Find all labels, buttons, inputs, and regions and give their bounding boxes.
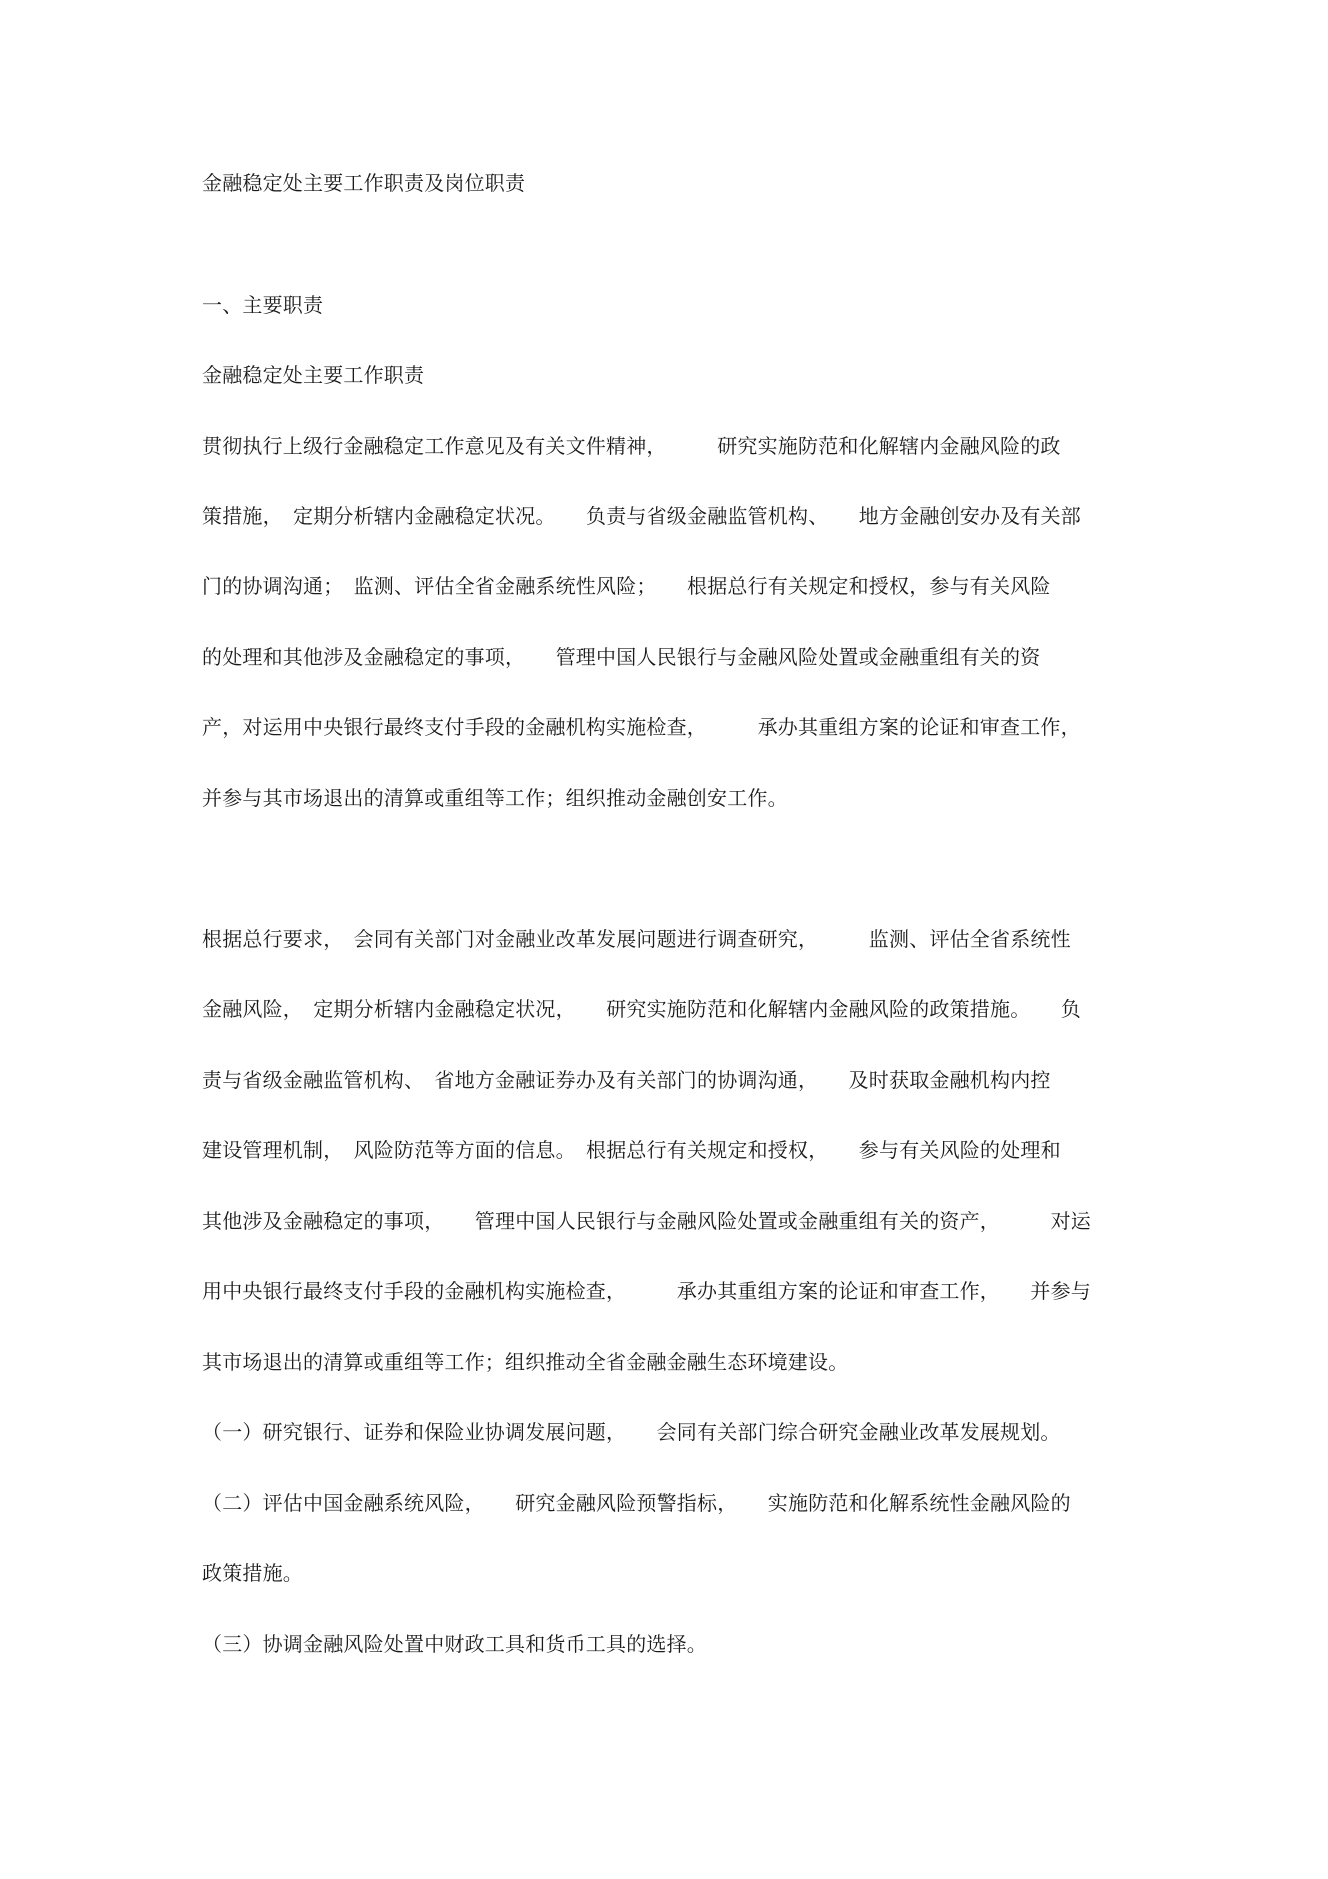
paragraph1-line-1: 贯彻执行上级行金融稳定工作意见及有关文件精神， 研究实施防范和化解辖内金融风险的政 — [202, 434, 1061, 458]
paragraph2-line-7: 其市场退出的清算或重组等工作；组织推动全省金融金融生态环境建设。 — [202, 1350, 849, 1374]
item-3: （三）协调金融风险处置中财政工具和货币工具的选择。 — [202, 1632, 707, 1656]
paragraph2-line-2: 金融风险， 定期分析辖内金融稳定状况， 研究实施防范和化解辖内金融风险的政策措施。 负 — [202, 997, 1081, 1021]
section-heading: 一、主要职责 — [202, 293, 324, 317]
paragraph1-line-2: 策措施， 定期分析辖内金融稳定状况。 负责与省级金融监管机构、 地方金融创安办及有关部 — [202, 504, 1081, 528]
paragraph1-line-4: 的处理和其他涉及金融稳定的事项， 管理中国人民银行与金融风险处置或金融重组有关的资 — [202, 645, 1041, 669]
paragraph2-line-3: 责与省级金融监管机构、 省地方金融证券办及有关部门的协调沟通， 及时获取金融机构内控 — [202, 1068, 1051, 1092]
item-2: （二）评估中国金融系统风险， 研究金融风险预警指标， 实施防范和化解系统性金融风险的 — [202, 1491, 1071, 1515]
paragraph2-line-5: 其他涉及金融稳定的事项， 管理中国人民银行与金融风险处置或金融重组有关的资产， 对运 — [202, 1209, 1091, 1233]
paragraph2-line-6: 用中央银行最终支付手段的金融机构实施检查， 承办其重组方案的论证和审查工作， 并参与 — [202, 1279, 1091, 1303]
item-1: （一）研究银行、证券和保险业协调发展问题， 会同有关部门综合研究金融业改革发展规划。 — [202, 1420, 1061, 1444]
item-2-continued: 政策措施。 — [202, 1561, 303, 1585]
paragraph2-line-1: 根据总行要求， 会同有关部门对金融业改革发展问题进行调查研究， 监测、评估全省系统性 — [202, 927, 1071, 951]
paragraph1-line-3: 门的协调沟通； 监测、评估全省金融系统性风险； 根据总行有关规定和授权，参与有关风险 — [202, 574, 1051, 598]
paragraph1-line-6: 并参与其市场退出的清算或重组等工作；组织推动金融创安工作。 — [202, 786, 788, 810]
document-title: 金融稳定处主要工作职责及岗位职责 — [202, 171, 526, 195]
subheading: 金融稳定处主要工作职责 — [202, 363, 425, 387]
paragraph1-line-5: 产，对运用中央银行最终支付手段的金融机构实施检查， 承办其重组方案的论证和审查工作， — [202, 715, 1081, 739]
paragraph2-line-4: 建设管理机制， 风险防范等方面的信息。 根据总行有关规定和授权， 参与有关风险的处理和 — [202, 1138, 1061, 1162]
